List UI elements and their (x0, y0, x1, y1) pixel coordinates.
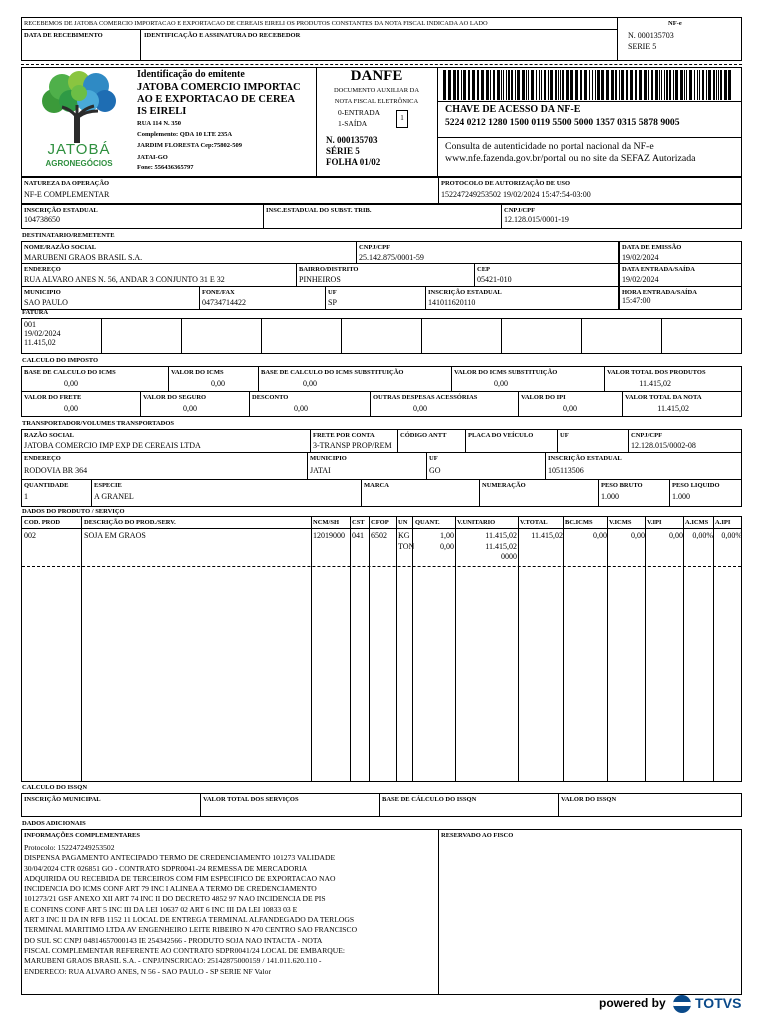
item-un2: TON (398, 542, 415, 551)
emitente-nome-l2: AO E EXPORTACAO DE CEREA (137, 94, 296, 105)
info-complementares-text (24, 843, 436, 977)
barcode-bar (595, 70, 596, 100)
barcode-bar (461, 70, 462, 100)
fatura-section-label: FATURA (22, 309, 49, 316)
transp-ie-value: 105113506 (548, 466, 584, 475)
info-line: MARUBENI GRAOS BRASIL S.A. - CNPJ/INSCRICAO: 25142875000159 / 141.011.620.110 - (24, 956, 322, 966)
info-line: TERMINAL MARITIMO LTDA AV ENGENHEIRO LEITE RIBEIRO N 470 CENTRO SAO FRANCISCO (24, 925, 358, 935)
barcode-bar (511, 70, 513, 100)
destinatario-section-label: DESTINATARIO/REMETENTE (22, 232, 115, 239)
canhoto-serie: SERIE 5 (628, 42, 657, 51)
transp-endereco-value: RODOVIA BR 364 (24, 466, 88, 475)
item-descricao: SOJA EM GRAOS (84, 531, 146, 540)
dest-municipio-label: MUNICIPIO (24, 289, 61, 296)
total-nota-value: 11.415,02 (657, 404, 689, 413)
barcode-bar (720, 70, 722, 100)
barcode-bar (468, 70, 470, 100)
item-cod: 002 (24, 531, 36, 540)
barcode-bar (728, 70, 731, 100)
issqn-section-label: CALCULO DO ISSQN (22, 784, 88, 791)
info-line: E CONFINS CONF ART 5 INC III DA LEI 10637 02 ART 6 INC III DA LEI 10833 03 E (24, 904, 298, 914)
item-vunit3: 0000 (501, 552, 517, 561)
barcode (441, 70, 737, 100)
barcode-bar (619, 70, 620, 100)
barcode-bar (575, 70, 578, 100)
data-recebimento-label: DATA DE RECEBIMENTO (24, 32, 103, 39)
natureza-value: NF-E COMPLEMENTAR (24, 190, 110, 199)
valor-icms-st-value: 0,00 (494, 379, 508, 388)
dest-nome-label: NOME/RAZÃO SOCIAL (24, 244, 97, 251)
seguro-label: VALOR DO SEGURO (143, 394, 207, 401)
item-vtotal: 11.415,02 (531, 531, 563, 540)
issqn-valor-label: VALOR DO ISSQN (561, 796, 617, 803)
item-vicms: 0,00 (631, 531, 645, 540)
info-complementares-label: INFORMAÇÕES COMPLEMENTARES (24, 832, 140, 839)
ie-label: INSCRIÇÃO ESTADUAL (24, 207, 98, 214)
item-vunit1: 11.415,02 (485, 531, 517, 540)
item-cst: 041 (352, 531, 364, 540)
valor-icms-value: 0,00 (211, 379, 225, 388)
barcode-bar (680, 70, 683, 100)
barcode-bar (606, 70, 609, 100)
transp-especie-label: ESPECIE (94, 482, 122, 489)
reservado-fisco-label: RESERVADO AO FISCO (441, 832, 514, 839)
barcode-bar (635, 70, 637, 100)
natureza-box (21, 177, 742, 204)
danfe-doc-aux-l1: DOCUMENTO AUXILIAR DA (333, 87, 420, 94)
item-vipi: 0,00 (669, 531, 683, 540)
barcode-bar (655, 70, 658, 100)
transp-quantidade-value: 1 (24, 492, 28, 501)
consulta-l2: www.nfe.fazenda.gov.br/portal ou no site da SEFAZ Autorizada (445, 153, 696, 164)
barcode-bar (661, 70, 662, 100)
transp-antt-label: CÓDIGO ANTT (400, 432, 447, 439)
dest-fone-value: 04734714422 (202, 298, 246, 307)
danfe-title: DANFE (350, 68, 403, 84)
barcode-bar (664, 70, 665, 100)
barcode-bar (490, 70, 491, 100)
desconto-value: 0,00 (294, 404, 308, 413)
barcode-bar (615, 70, 617, 100)
barcode-bar (716, 70, 717, 100)
frete-value: 0,00 (64, 404, 78, 413)
danfe-entrada: 0-ENTRADA (338, 108, 381, 117)
fatura-vencimento: 19/02/2024 (24, 329, 61, 338)
emitente-endereco: RUA 114 N. 350 (137, 120, 182, 127)
dest-uf-label: UF (328, 289, 337, 296)
barcode-bar (477, 70, 479, 100)
issqn-total-servicos-label: VALOR TOTAL DOS SERVIÇOS (203, 796, 299, 803)
barcode-bar (555, 70, 557, 100)
emitente-nome-l3: IS EIRELI (137, 106, 187, 117)
col-bcicms: BC.ICMS (565, 519, 593, 526)
produtos-section-label: DADOS DO PRODUTO / SERVIÇO (22, 508, 125, 515)
barcode-bar (558, 70, 559, 100)
col-cfop: CFOP (371, 519, 389, 526)
barcode-bar (706, 70, 707, 100)
inscricao-box (21, 204, 742, 229)
transportador-section-label: TRANSPORTADOR/VOLUMES TRANSPORTADOS (22, 420, 175, 427)
item-cfop: 6502 (371, 531, 387, 540)
transp-numeracao-label: NUMERAÇÃO (482, 482, 526, 489)
barcode-bar (584, 70, 587, 100)
base-icms-st-label: BASE DE CALCULO DO ICMS SUBSTITUIÇÃO (261, 369, 404, 376)
barcode-bar (548, 70, 549, 100)
col-un: UN (398, 519, 408, 526)
tree-logo-icon (40, 71, 118, 143)
transp-peso-bruto-value: 1.000 (601, 492, 619, 501)
consulta-l1: Consulta de autenticidade no portal nacional da NF-e (445, 141, 654, 152)
barcode-bar (626, 70, 628, 100)
barcode-bar (501, 70, 502, 100)
barcode-bar (536, 70, 537, 100)
col-ncm: NCM/SH (313, 519, 339, 526)
valor-ipi-value: 0,00 (563, 404, 577, 413)
barcode-bar (472, 70, 475, 100)
emitente-bairro-cep: JARDIM FLORESTA Cep:75802-509 (137, 142, 242, 149)
barcode-bar (503, 70, 504, 100)
info-line: ADQUIRIDA OU RECEBIDA DE TERCEIROS COM FIM ESPECIFICO DE EXPORTACAO NAO (24, 873, 336, 883)
total-produtos-label: VALOR TOTAL DOS PRODUTOS (607, 369, 706, 376)
barcode-bar (550, 70, 553, 100)
barcode-bar (689, 70, 692, 100)
transp-razao-label: RAZÃO SOCIAL (24, 432, 75, 439)
barcode-bar (669, 70, 671, 100)
dest-entrada-saida-value: 19/02/2024 (622, 275, 659, 284)
barcode-bar (651, 70, 653, 100)
barcode-bar (515, 70, 516, 100)
barcode-bar (644, 70, 647, 100)
barcode-bar (713, 70, 715, 100)
transp-uf-label: UF (560, 432, 569, 439)
barcode-bar (630, 70, 633, 100)
emitente-cnpj-value: 12.128.015/0001-19 (504, 215, 569, 224)
transp-ie-label: INSCRIÇÃO ESTADUAL (548, 455, 622, 462)
dest-ie-label: INSCRIÇÃO ESTADUAL (428, 289, 502, 296)
barcode-bar (699, 70, 700, 100)
transp-endereco-label: ENDEREÇO (24, 455, 61, 462)
col-vicms: V.ICMS (609, 519, 632, 526)
barcode-bar (497, 70, 500, 100)
transp-frete-label: FRETE POR CONTA (313, 432, 375, 439)
barcode-bar (697, 70, 698, 100)
barcode-bar (506, 70, 507, 100)
item-quant1: 1,00 (440, 531, 454, 540)
item-un1: KG (398, 531, 410, 540)
transp-placa-label: PLACA DO VEÍCULO (468, 432, 534, 439)
barcode-bar (566, 70, 569, 100)
transp-especie-value: A GRANEL (94, 492, 134, 501)
transp-razao-value: JATOBA COMERCIO IMP EXP DE CEREAIS LTDA (24, 441, 201, 450)
col-aipi: A.IPI (715, 519, 731, 526)
dest-uf-value: SP (328, 298, 337, 307)
barcode-bar (621, 70, 624, 100)
barcode-bar (560, 70, 561, 100)
seguro-value: 0,00 (183, 404, 197, 413)
barcode-bar (648, 70, 649, 100)
transp-uf2-value: GO (429, 466, 441, 475)
barcode-bar (639, 70, 642, 100)
col-cst: CST (352, 519, 365, 526)
fatura-box (21, 318, 742, 354)
issqn-base-label: BASE DE CÁLCULO DO ISSQN (382, 796, 477, 803)
danfe-tipo: 1 (400, 114, 404, 122)
info-line: DO SUL SC CNPJ 04814657000143 IE 254342566 - PRODUTO SOJA NAO INTACTA - NOTA (24, 935, 323, 945)
logo-sub: AGRONEGÓCIOS (45, 159, 113, 168)
transp-cnpj-label: CNPJ/CPF (631, 432, 663, 439)
totvs-brand: TOTVS (695, 995, 742, 1011)
barcode-bar (526, 70, 527, 100)
dest-hora-value: 15:47:00 (622, 296, 651, 305)
barcode-bar (702, 70, 704, 100)
emitente-nome-l1: JATOBA COMERCIO IMPORTAC (137, 82, 301, 93)
barcode-bar (589, 70, 590, 100)
ie-st-label: INSC.ESTADUAL DO SUBST. TRIB. (266, 207, 372, 214)
dest-bairro-value: PINHEIROS (299, 275, 341, 284)
barcode-bar (694, 70, 695, 100)
info-line: ART 3 INC II DA IN RFB 1152 11 LOCAL DE ENTREGA TERMINAL ALFANDEGADO DA TERLOGS (24, 915, 355, 925)
barcode-bar (448, 70, 451, 100)
adicionais-section-label: DADOS ADICIONAIS (22, 820, 86, 827)
col-cod: COD. PROD (24, 519, 61, 526)
col-vunit: V.UNITARIO (457, 519, 496, 526)
emitente-section-label: Identificação do emitente (137, 69, 245, 80)
dest-hora-label: HORA ENTRADA/SAÍDA (622, 289, 697, 296)
danfe-saida: 1-SAÍDA (338, 119, 368, 128)
produtos-box (21, 516, 742, 782)
outras-despesas-label: OUTRAS DESPESAS ACESSÓRIAS (373, 394, 478, 401)
transp-frete-value: 3-TRANSP PROP/REM (313, 441, 392, 450)
base-icms-label: BASE DE CALCULO DO ICMS (24, 369, 116, 376)
barcode-bar (708, 70, 711, 100)
barcode-bar (493, 70, 495, 100)
valor-ipi-label: VALOR DO IPI (521, 394, 566, 401)
barcode-bar (684, 70, 685, 100)
item-aipi: 0,00% (721, 531, 742, 540)
dest-cnpj-value: 25.142.875/0001-59 (359, 253, 424, 262)
barcode-bar (508, 70, 510, 100)
transp-municipio-value: JATAI (310, 466, 331, 475)
item-aicms: 0,00% (692, 531, 713, 540)
item-separator (22, 566, 741, 567)
barcode-bar (486, 70, 489, 100)
chave-value: 5224 0212 1280 1500 0119 5500 5000 1357 0315 5878 9005 (445, 117, 680, 128)
col-descricao: DESCRIÇÃO DO PROD./SERV. (84, 519, 176, 526)
barcode-bar (522, 70, 525, 100)
item-vunit2: 11.415,02 (485, 542, 517, 551)
canhoto-text: RECEBEMOS DE JATOBA COMERCIO IMPORTACAO E EXPORTACAO DE CEREAIS EIRELI OS PRODUTOS CONSTANTES DA NOTA FISCAL INDICADA AO LADO (24, 20, 488, 27)
item-bcicms: 0,00 (593, 531, 607, 540)
logo-name: JATOBÁ (47, 141, 111, 158)
transp-peso-bruto-label: PESO BRUTO (601, 482, 643, 489)
barcode-bar (541, 70, 542, 100)
barcode-bar (666, 70, 668, 100)
info-line: FISCAL COMPLEMENTAR REFERENTE AO CONTRATO SDPR0041/24 LOCAL DE EMBARQUE: (24, 945, 346, 955)
frete-label: VALOR DO FRETE (24, 394, 82, 401)
dest-cnpj-label: CNPJ/CPF (359, 244, 391, 251)
base-icms-st-value: 0,00 (303, 379, 317, 388)
barcode-bar (611, 70, 614, 100)
transp-marca-label: MARCA (364, 482, 389, 489)
transp-uf2-label: UF (429, 455, 438, 462)
imposto-section-label: CALCULO DO IMPOSTO (22, 357, 99, 364)
col-quant: QUANT. (415, 519, 440, 526)
dest-entrada-saida-label: DATA ENTRADA/SAÍDA (622, 266, 695, 273)
info-line: Protocolo: 152247249253502 (24, 843, 115, 852)
dest-endereco-value: RUA ALVARO ANES N. 56, ANDAR 3 CONJUNTO 31 E 32 (24, 275, 225, 284)
dest-ie-value: 141011620110 (428, 298, 476, 307)
barcode-bar (531, 70, 534, 100)
totvs-logo-icon (673, 995, 691, 1013)
barcode-bar (457, 70, 459, 100)
fatura-valor: 11.415,02 (24, 338, 56, 347)
valor-icms-st-label: VALOR DO ICMS SUBSTITUIÇÃO (454, 369, 558, 376)
protocolo-value: 152247249253502 19/02/2024 15:47:54-03:00 (441, 190, 591, 199)
natureza-label: NATUREZA DA OPERAÇÃO (24, 180, 110, 187)
barcode-bar (453, 70, 456, 100)
info-line: 101273/21 GSF ANEXO XII ART 74 INC II DO DECRETO 4852 97 NAO INCIDENCIA DE PIS (24, 894, 326, 904)
barcode-bar (592, 70, 593, 100)
danfe-doc-aux-l2: NOTA FISCAL ELETRÔNICA (334, 98, 419, 105)
info-line: 30/04/2024 CTR 026851 GO - CONTRATO SDPR0041-24 REMESSA DE MERCADORIA (24, 863, 308, 873)
info-line: INCIDENCIA DO ICMS CONF ART 79 INC I ALINEA A TERMO DE CREDENCIAMENTO (24, 884, 317, 894)
barcode-bar (517, 70, 520, 100)
barcode-bar (481, 70, 484, 100)
emitente-cidade: JATAI-GO (137, 154, 168, 161)
barcode-bar (528, 70, 529, 100)
barcode-bar (718, 70, 719, 100)
valor-icms-label: VALOR DO ICMS (171, 369, 224, 376)
dest-bairro-label: BAIRRO/DISTRITO (299, 266, 359, 273)
total-produtos-value: 11.415,02 (639, 379, 671, 388)
transp-quantidade-label: QUANTIDADE (24, 482, 69, 489)
identificacao-recebedor-label: IDENTIFICAÇÃO E ASSINATURA DO RECEBEDOR (144, 32, 301, 39)
col-vtotal: V.TOTAL (520, 519, 548, 526)
dest-fone-label: FONE/FAX (202, 289, 235, 296)
powered-by-text: powered by (599, 996, 666, 1010)
company-logo (40, 71, 118, 171)
danfe-folha: FOLHA 01/02 (326, 157, 381, 167)
issqn-inscricao-label: INSCRIÇÃO MUNICIPAL (24, 796, 101, 803)
info-line: DISPENSA PAGAMENTO ANTECIPADO TERMO DE CREDENCIAMENTO 101273 VALIDADE (24, 853, 336, 863)
total-nota-label: VALOR TOTAL DA NOTA (625, 394, 702, 401)
emitente-fone: Fone: 556436365797 (137, 164, 194, 171)
barcode-bar (544, 70, 546, 100)
info-line: ENDERECO: RUA ALVARO ANES, N 56 - SAO PAULO - SP SERIE NF Valor (24, 966, 271, 976)
barcode-bar (463, 70, 466, 100)
barcode-bar (597, 70, 600, 100)
dest-endereco-label: ENDEREÇO (24, 266, 61, 273)
barcode-bar (539, 70, 540, 100)
barcode-bar (659, 70, 660, 100)
fatura-numero: 001 (24, 320, 36, 329)
outras-despesas-value: 0,00 (413, 404, 427, 413)
dest-cep-value: 05421-010 (477, 275, 512, 284)
emitente-cnpj-label: CNPJ/CPF (504, 207, 536, 214)
col-aicms: A.ICMS (685, 519, 709, 526)
barcode-bar (675, 70, 678, 100)
col-vipi: V.IPI (647, 519, 662, 526)
dest-nome-value: MARUBENI GRAOS BRASIL S.A. (24, 253, 143, 262)
transp-peso-liquido-label: PESO LIQUIDO (672, 482, 720, 489)
barcode-bar (570, 70, 573, 100)
canhoto-nfe-label: NF-e (668, 20, 682, 27)
dest-cep-label: CEP (477, 266, 490, 273)
barcode-bar (580, 70, 582, 100)
barcode-bar (724, 70, 727, 100)
transp-peso-liquido-value: 1.000 (672, 492, 690, 501)
danfe-serie: SÉRIE 5 (326, 146, 360, 156)
transp-cnpj-value: 12.128.015/0002-08 (631, 441, 696, 450)
base-icms-value: 0,00 (64, 379, 78, 388)
dest-emissao-label: DATA DE EMISSÃO (622, 244, 682, 251)
barcode-bar (443, 70, 446, 100)
barcode-bar (601, 70, 604, 100)
ie-value: 104738650 (24, 215, 60, 224)
item-ncm: 12019000 (313, 531, 345, 540)
emitente-complemento: Complemento: QDA 10 LTE 235A (137, 131, 233, 138)
barcode-bar (686, 70, 687, 100)
barcode-bar (562, 70, 564, 100)
canhoto-nfe-numero: N. 000135703 (628, 31, 674, 40)
item-quant2: 0,00 (440, 542, 454, 551)
transp-municipio-label: MUNICIPIO (310, 455, 347, 462)
protocolo-label: PROTOCOLO DE AUTORIZAÇÃO DE USO (441, 180, 571, 187)
chave-label: CHAVE DE ACESSO DA NF-E (445, 104, 581, 115)
dest-municipio-value: SAO PAULO (24, 298, 68, 307)
barcode-bar (673, 70, 674, 100)
desconto-label: DESCONTO (252, 394, 289, 401)
danfe-numero: N. 000135703 (326, 135, 378, 145)
dest-emissao-value: 19/02/2024 (622, 253, 659, 262)
